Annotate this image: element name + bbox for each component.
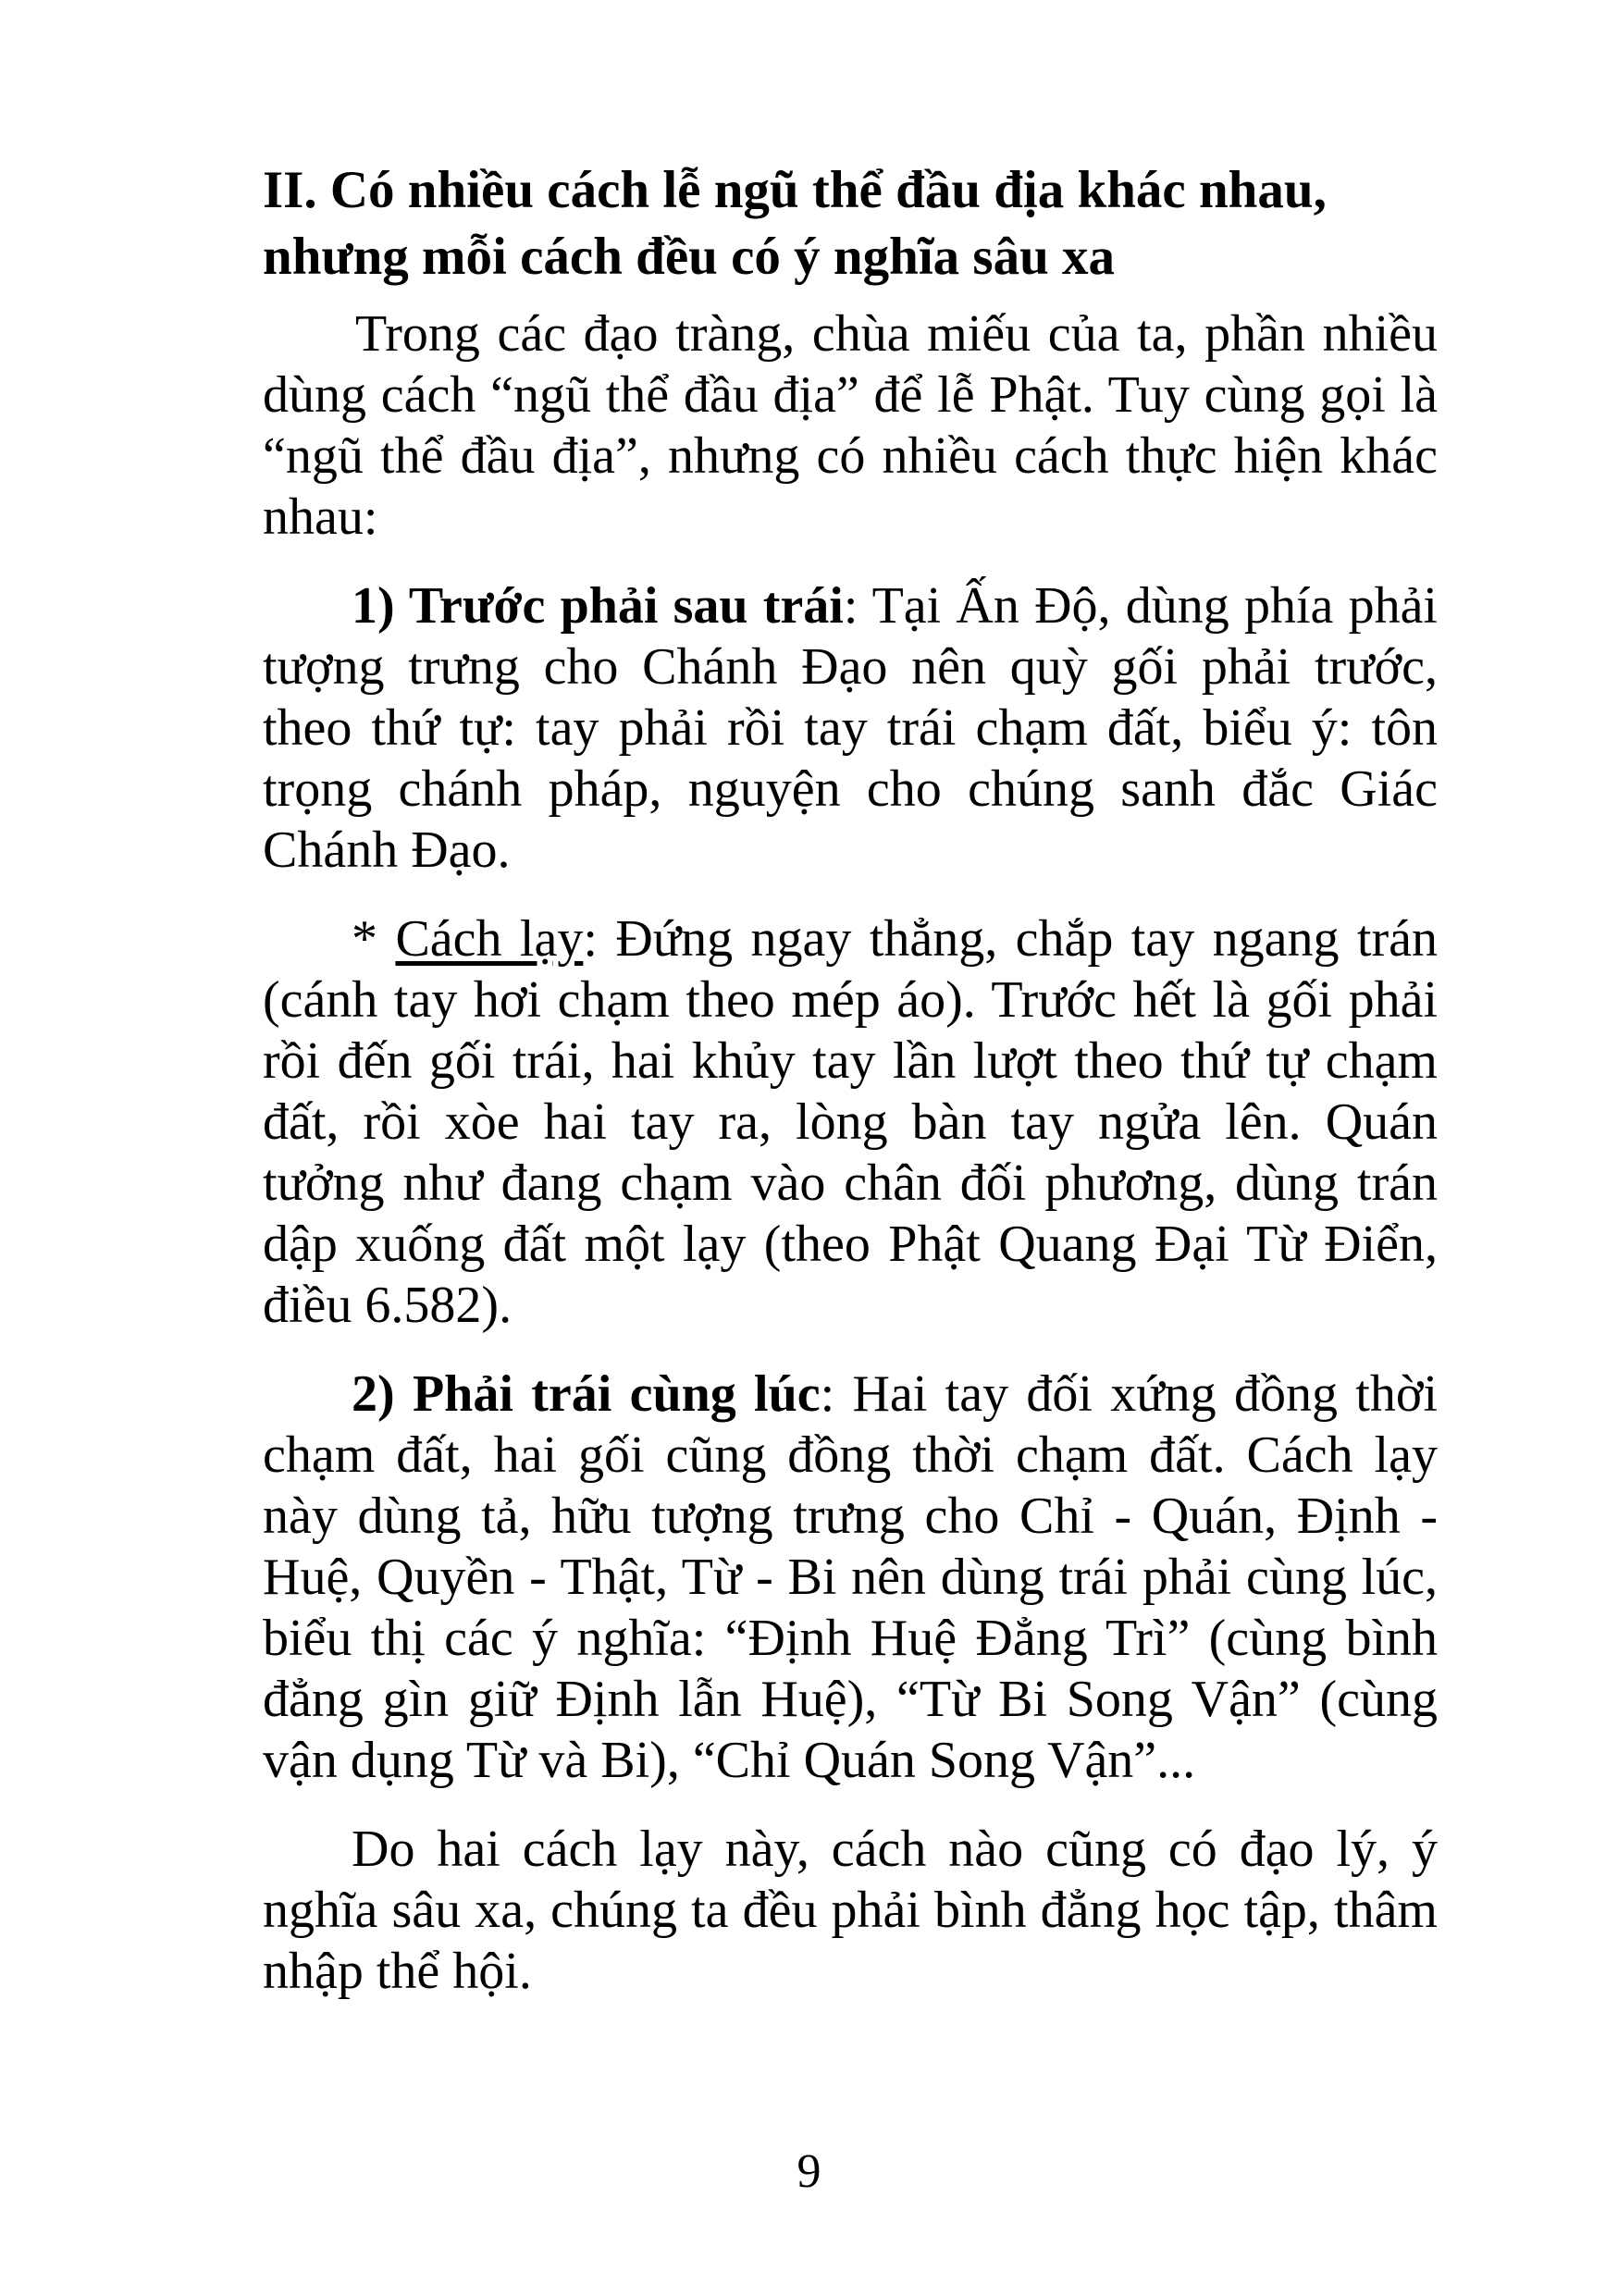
section-heading	[263, 157, 1438, 290]
conclusion-paragraph: Do hai cách lạy này, cách nào cũng có đạo lý, ý nghĩa sâu xa, chúng ta đều phải bình đẳng học tập, thâm nhập thể hội.	[263, 1821, 1438, 2000]
method-1-paragraph	[263, 575, 1438, 881]
page-number: 9	[797, 2145, 821, 2198]
instructions-label: Cách lạy	[395, 910, 584, 968]
section-heading-line-2: nhưng mỗi cách đều có ý nghĩa sâu xa	[263, 228, 1116, 286]
instructions-prefix: *	[352, 910, 396, 968]
method-1-instructions-paragraph	[263, 908, 1438, 1336]
method-2-title: 2) Phải trái cùng lúc	[352, 1365, 821, 1423]
intro-paragraph: Trong các đạo tràng, chùa miếu của ta, phần nhiều dùng cách “ngũ thể đầu địa” để lễ Phật. Tuy cùng gọi là “ngũ thể đầu địa”, nhưng có nhiều cách thực hiện khác nhau:	[263, 305, 1438, 546]
method-1-title: 1) Trước phải sau trái	[352, 577, 844, 635]
method-2-text: : Hai tay đối xứng đồng thời chạm đất, hai gối cũng đồng thời chạm đất. Cách lạy này dùng tả, hữu tượng trưng cho Chỉ - Quán, Định - Huệ, Quyền - Thật, Từ - Bi nên dùng trái phải cùng lúc, biểu thị các ý nghĩa: “Định Huệ Đẳng Trì” (cùng bình đẳng gìn giữ Định lẫn Huệ), “Từ Bi Song Vận” (cùng vận dụng Từ và Bi), “Chỉ Quán Song Vận”...	[263, 1365, 1438, 1789]
section-heading-line-1: II. Có nhiều cách lễ ngũ thể đầu địa khác nhau,	[263, 161, 1327, 219]
page-content	[263, 157, 1438, 2030]
method-1-text: : Tại Ấn Độ, dùng phía phải tượng trưng cho Chánh Đạo nên quỳ gối phải trước, theo thứ tự: tay phải rồi tay trái chạm đất, biểu ý: tôn trọng chánh pháp, nguyện cho chúng sanh đắc Giác Chánh Đạo.	[263, 577, 1438, 879]
instructions-text: : Đứng ngay thẳng, chắp tay ngang trán (cánh tay hơi chạm theo mép áo). Trước hết là gối phải rồi đến gối trái, hai khủy tay lần lượt theo thứ tự chạm đất, rồi xòe hai tay ra, lòng bàn tay ngửa lên. Quán tưởng như đang chạm vào chân đối phương, dùng trán dập xuống đất một lạy (theo Phật Quang Đại Từ Điển, điều 6.582).	[263, 910, 1438, 1334]
method-2-paragraph	[263, 1364, 1438, 1791]
